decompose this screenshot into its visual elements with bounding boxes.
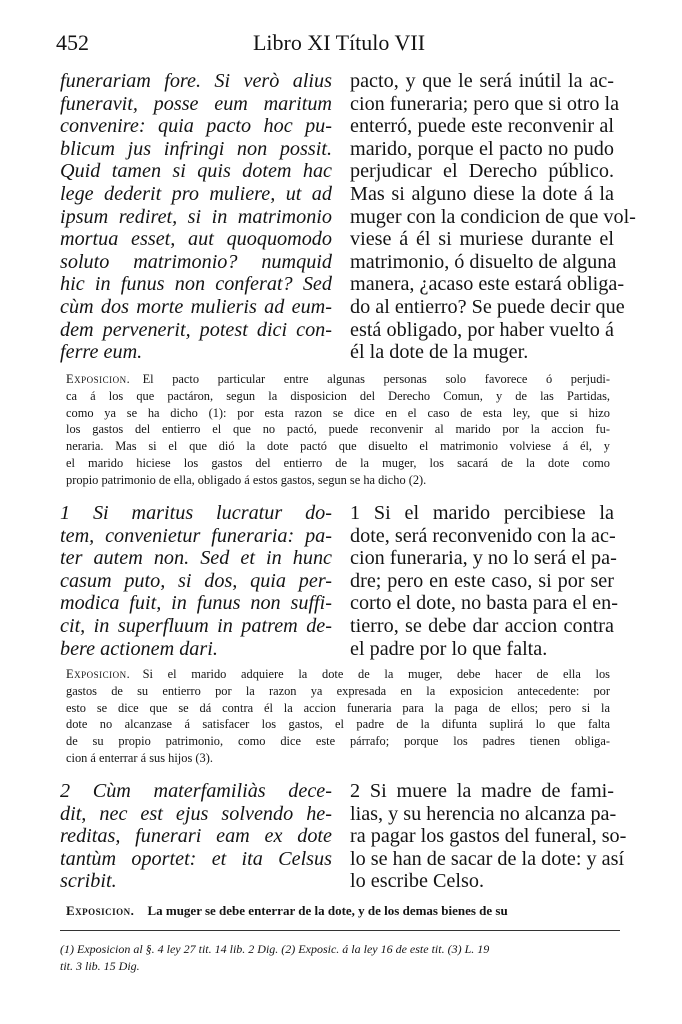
text-line: (1) Exposicion al §. 4 ley 27 tit. 14 lib. 2 Dig. (2) Exposic. á la ley 16 de este tit. (3) L. 19 — [60, 942, 490, 956]
text-line: bere actionem dari. — [60, 637, 218, 660]
text-line: neraria. Mas si el que dió la dote pactó que disuelto el matrimonio volviese á él, y — [66, 439, 610, 454]
text-line: el padre por lo que falta. — [350, 637, 548, 660]
text-line: modica fuit, in funus non suffi- — [60, 592, 332, 615]
text-line: tantùm oportet: et ita Celsus — [60, 847, 332, 870]
text-columns-block-1 — [60, 70, 636, 366]
text-line: ipsum rediret, si in matrimonio — [60, 205, 332, 228]
text-line: Quid tamen si quis dotem hac — [60, 160, 332, 183]
running-title: Libro XI Título VII — [252, 30, 426, 55]
text-line: funerariam fore. Si verò alius — [60, 70, 332, 92]
text-line: de su propio patrimonio, como dice este párrafo; porque los padres tienen obliga- — [66, 734, 610, 749]
exposition-label: Exposicion. — [66, 903, 135, 918]
text-line-content: La muger se debe enterrar de la dote, y de los demas bienes de su — [147, 903, 508, 918]
text-line: cion á enterrar á sus hijos (3). — [66, 750, 213, 765]
text-line: scribit. — [60, 870, 117, 893]
text-line: mortua esset, aut quoquomodo — [60, 228, 332, 251]
text-line: esto se dice que se dá contra él la accion funeraria para la paga de ellos; pero si la — [66, 700, 610, 715]
latin-column — [60, 780, 332, 893]
text-line: manera, ¿acaso este estará obliga- — [350, 273, 625, 296]
text-line: cùm dos morte mulieris ad eum- — [60, 295, 332, 318]
text-line: convenire: quia pacto hoc pu- — [60, 115, 332, 138]
text-line: viese á él si muriese durante el — [350, 228, 614, 251]
text-line: ra pagar los gastos del funeral, so- — [350, 825, 627, 848]
text-line: funeravit, posse eum maritum — [60, 92, 332, 115]
text-line: pacto, y que le será inútil la ac- — [350, 70, 614, 92]
spanish-column — [350, 502, 618, 660]
text-columns-block-2 — [60, 502, 618, 662]
text-line: tierro, se debe dar accion contra — [350, 614, 614, 637]
text-line: Mas si alguno diese la dote á la — [350, 182, 614, 205]
text-line-content: Si el marido adquiere la dote de la muger, debe hacer de ella los — [142, 667, 610, 681]
text-line: cion funeraria; pero que si otro la — [350, 92, 620, 115]
text-line: está obligado, por haber vuelto á — [350, 318, 614, 341]
exposition-paragraph — [66, 903, 610, 920]
footnote-rule — [60, 930, 620, 931]
text-line: blicum jus infringi non possit. — [60, 137, 332, 160]
text-line: tit. 3 lib. 15 Dig. — [60, 959, 140, 973]
text-line: él la dote de la muger. — [350, 341, 529, 364]
text-line: los gastos del entierro el que no pactó, puede reconvenir al marido por la accion fu- — [66, 422, 610, 437]
text-line: corto el dote, no basta para el en- — [350, 592, 618, 615]
latin-column — [60, 70, 332, 364]
text-line-content: El pacto particular entre algunas personas solo favorece ó perjudi- — [142, 372, 610, 386]
text-line: propio patrimonio de ella, obligado á estos gastos, segun se ha dicho (2). — [66, 472, 427, 487]
text-line: como ya se ha dicho (1): por esta razon se dice en el caso de esta ley, que si hizo — [66, 405, 610, 420]
text-line: enterró, puede este reconvenir al — [350, 115, 614, 138]
text-line: hic in funus non conferat? Sed — [60, 273, 332, 296]
exposition-paragraph — [66, 666, 610, 767]
text-line: lege dederit pro muliere, ut ad — [60, 182, 332, 205]
text-line: dem pervenerit, potest dici con- — [60, 318, 332, 341]
footnotes — [60, 941, 620, 975]
text-line: ca á los que pactáron, segun la disposicion del Derecho Comun, y de las Partidas, — [66, 388, 610, 403]
text-line: reditas, funerari eam ex dote — [60, 825, 332, 848]
spanish-column — [350, 780, 627, 893]
exposition-paragraph — [66, 371, 610, 489]
text-line: dit, nec est ejus solvendo he- — [60, 802, 332, 825]
exposition-label: Exposicion. — [66, 667, 131, 681]
page-number: 452 — [56, 30, 89, 55]
exposition-label: Exposicion. — [66, 372, 131, 386]
text-line: lo escribe Celso. — [350, 870, 484, 893]
text-columns-block-3 — [60, 780, 627, 898]
text-line: cit, in superfluum in patrem de- — [60, 614, 332, 637]
text-line: dote no alcanzase á satisfacer los gastos, el padre de la difunta suplirá lo que falta — [66, 717, 610, 732]
text-line: 2 Si muere la madre de fami- — [350, 780, 614, 802]
text-line: tem, convenietur funeraria: pa- — [60, 524, 332, 547]
text-line: muger con la condicion de que vol- — [350, 205, 636, 228]
text-line: ter autem non. Sed et in hunc — [60, 547, 332, 570]
spanish-column — [350, 70, 636, 364]
text-line: 1 Si maritus lucratur do- — [60, 502, 332, 524]
text-line: cion funeraria, y no lo será el pa- — [350, 547, 617, 570]
text-line: lo se han de sacar de la dote: y así — [350, 847, 625, 870]
text-line: 2 Cùm materfamiliàs dece- — [60, 780, 332, 802]
text-line: el marido hiciese los gastos del entierro de la muger, los sacará de la dote como — [66, 455, 610, 470]
text-line: ferre eum. — [60, 341, 143, 364]
page-header — [56, 30, 622, 60]
text-line: marido, porque el pacto no pudo — [350, 137, 614, 160]
text-line — [66, 903, 610, 920]
latin-column — [60, 502, 332, 660]
text-line: 1 Si el marido percibiese la — [350, 502, 614, 524]
text-line: casum puto, si dos, quia per- — [60, 569, 332, 592]
text-line — [66, 371, 610, 388]
text-line: dote, será reconvenido con la ac- — [350, 524, 616, 547]
text-line: soluto matrimonio? numquid — [60, 250, 332, 273]
text-line: gastos de su entierro por la razon ya expresada en la exposicion antecedente: por — [66, 683, 610, 698]
text-line: perjudicar el Derecho público. — [350, 160, 614, 183]
text-line: dre; pero en este caso, si por ser — [350, 569, 614, 592]
text-line: lias, y su herencia no alcanza pa- — [350, 802, 617, 825]
text-line: matrimonio, ó disuelto de alguna — [350, 250, 617, 273]
text-line: do al entierro? Se puede decir que — [350, 295, 625, 318]
text-line — [66, 666, 610, 683]
